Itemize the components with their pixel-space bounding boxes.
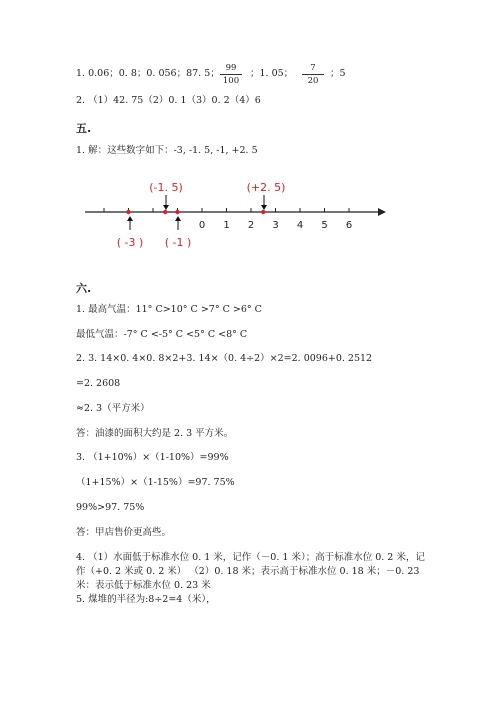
label-minus-1-5: (-1. 5) <box>149 181 183 194</box>
label-plus-2-5: (+2. 5) <box>246 181 286 194</box>
answer-6-line-6: 答：油漆的面积大约是 2. 3 平方米。 <box>76 428 234 439</box>
tick-label: 3 <box>272 220 279 231</box>
answer-5-1: 1. 解：这些数字如下：-3, -1. 5, -1, +2. 5 <box>76 145 258 156</box>
fraction-denominator: 20 <box>307 76 319 86</box>
answer-6-line-11: 4. （1）水面低于标准水位 0. 1 米，记作（－0. 1 米）；高于标准水位 0. 2 米，记 <box>76 552 425 563</box>
answer-line-1b: ；1. 05； <box>250 68 294 79</box>
answer-line-1a: 1. 0.06；0. 8；0. 056；87. 5； <box>76 68 220 79</box>
tick-label: 4 <box>296 220 304 231</box>
answer-6-line-4: =2. 2608 <box>76 378 121 389</box>
number-line-point <box>163 210 167 214</box>
label-minus-1: ( -1 ) <box>164 236 192 249</box>
section-5-heading: 五. <box>76 122 92 135</box>
fraction-99-100 <box>220 63 242 86</box>
fraction-numerator: 99 <box>225 63 237 73</box>
answer-6-line-2: 最低气温：-7° C <-5° C <5° C <8° C <box>76 329 248 340</box>
number-line-point <box>261 210 265 214</box>
number-line-figure <box>80 178 390 258</box>
label-minus-3: ( -3 ) <box>116 236 144 249</box>
answer-6-line-12: 作（+0. 2 米或 0. 2 米） （2）0. 18 米；表示高于标准水位 0. 18 米；－0. 23 <box>76 566 420 577</box>
answer-6-line-14: 5. 煤堆的半径为:8÷2=4（米）， <box>76 594 216 605</box>
arrow-down-icon <box>163 205 169 210</box>
answer-6-line-3: 2. 3. 14×0. 4×0. 8×2+3. 14×（0. 4÷2）×2=2. 0096+0. 2512 <box>76 353 373 364</box>
tick-label: 6 <box>345 220 353 231</box>
tick-label: 2 <box>247 220 255 231</box>
number-line-point <box>175 210 179 214</box>
answer-6-line-5: ≈2. 3（平方米） <box>76 403 150 414</box>
answer-6-line-8: （1+15%）×（1-15%）=97. 75% <box>76 477 235 488</box>
answer-6-line-9: 99%>97. 75% <box>76 502 145 513</box>
answer-6-line-13: 米：表示低于标准水位 0. 23 米 <box>76 580 211 591</box>
arrow-up-icon <box>127 216 133 221</box>
answer-line-1c: ；5 <box>330 68 346 79</box>
fraction-numerator: 7 <box>310 63 316 73</box>
number-line-point <box>126 210 130 214</box>
tick-label: 0 <box>198 220 206 231</box>
answer-6-line-7: 3. （1+10%）×（1-10%）=99% <box>76 452 229 463</box>
fraction-7-20 <box>302 63 324 86</box>
section-6-heading: 六. <box>76 282 92 295</box>
answer-6-line-1: 1. 最高气温：11° C>10° C >7° C >6° C <box>76 304 262 315</box>
arrow-up-icon <box>175 216 181 221</box>
axis-arrow-icon <box>378 208 386 216</box>
fraction-bar <box>302 74 324 75</box>
answer-line-2: 2. （1）42. 75（2）0. 1（3）0. 2（4）6 <box>76 95 261 106</box>
arrow-down-icon <box>261 205 267 210</box>
fraction-denominator: 100 <box>222 76 240 86</box>
tick-label: 5 <box>321 220 328 231</box>
answer-6-line-10: 答：甲店售价更高些。 <box>76 527 172 538</box>
tick-label: 1 <box>223 220 230 231</box>
fraction-bar <box>220 74 242 75</box>
